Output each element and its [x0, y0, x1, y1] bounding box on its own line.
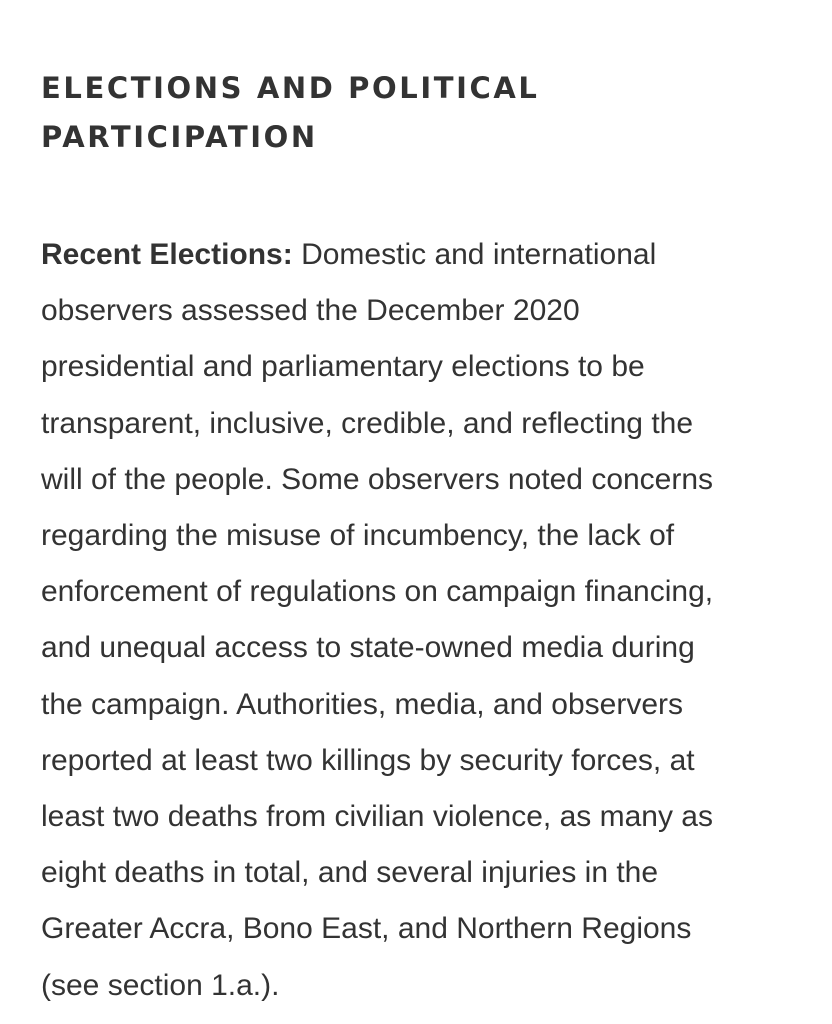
section-heading — [41, 0, 801, 162]
paragraph-line: eight deaths in total, and several injuries in the — [41, 856, 659, 890]
heading-line-1: ELECTIONS AND POLITICAL — [41, 71, 540, 105]
paragraph-line: presidential and parliamentary elections to be — [41, 350, 645, 384]
paragraph-line: Domestic and international — [301, 238, 657, 271]
document-page — [41, 0, 801, 1014]
recent-elections-paragraph — [41, 227, 801, 1014]
paragraph-line: regarding the misuse of incumbency, the lack of — [41, 519, 675, 553]
paragraph-line: transparent, inclusive, credible, and reflecting the — [41, 406, 694, 440]
paragraph-line: and unequal access to state-owned media during — [41, 631, 695, 665]
paragraph-line: observers assessed the December 2020 — [41, 294, 580, 328]
paragraph-line: Greater Accra, Bono East, and Northern Regions — [41, 912, 692, 946]
paragraph-line: the campaign. Authorities, media, and observers — [41, 687, 684, 721]
paragraph-line: (see section 1.a.). — [41, 968, 280, 1002]
paragraph-line: enforcement of regulations on campaign financing, — [41, 575, 714, 609]
paragraph-line: reported at least two killings by security forces, at — [41, 743, 695, 777]
paragraph-line: least two deaths from civilian violence, as many as — [41, 800, 713, 834]
paragraph-lead: Recent Elections: — [41, 238, 293, 271]
paragraph-line: will of the people. Some observers noted concerns — [41, 462, 714, 496]
heading-line-2: PARTICIPATION — [41, 120, 318, 154]
